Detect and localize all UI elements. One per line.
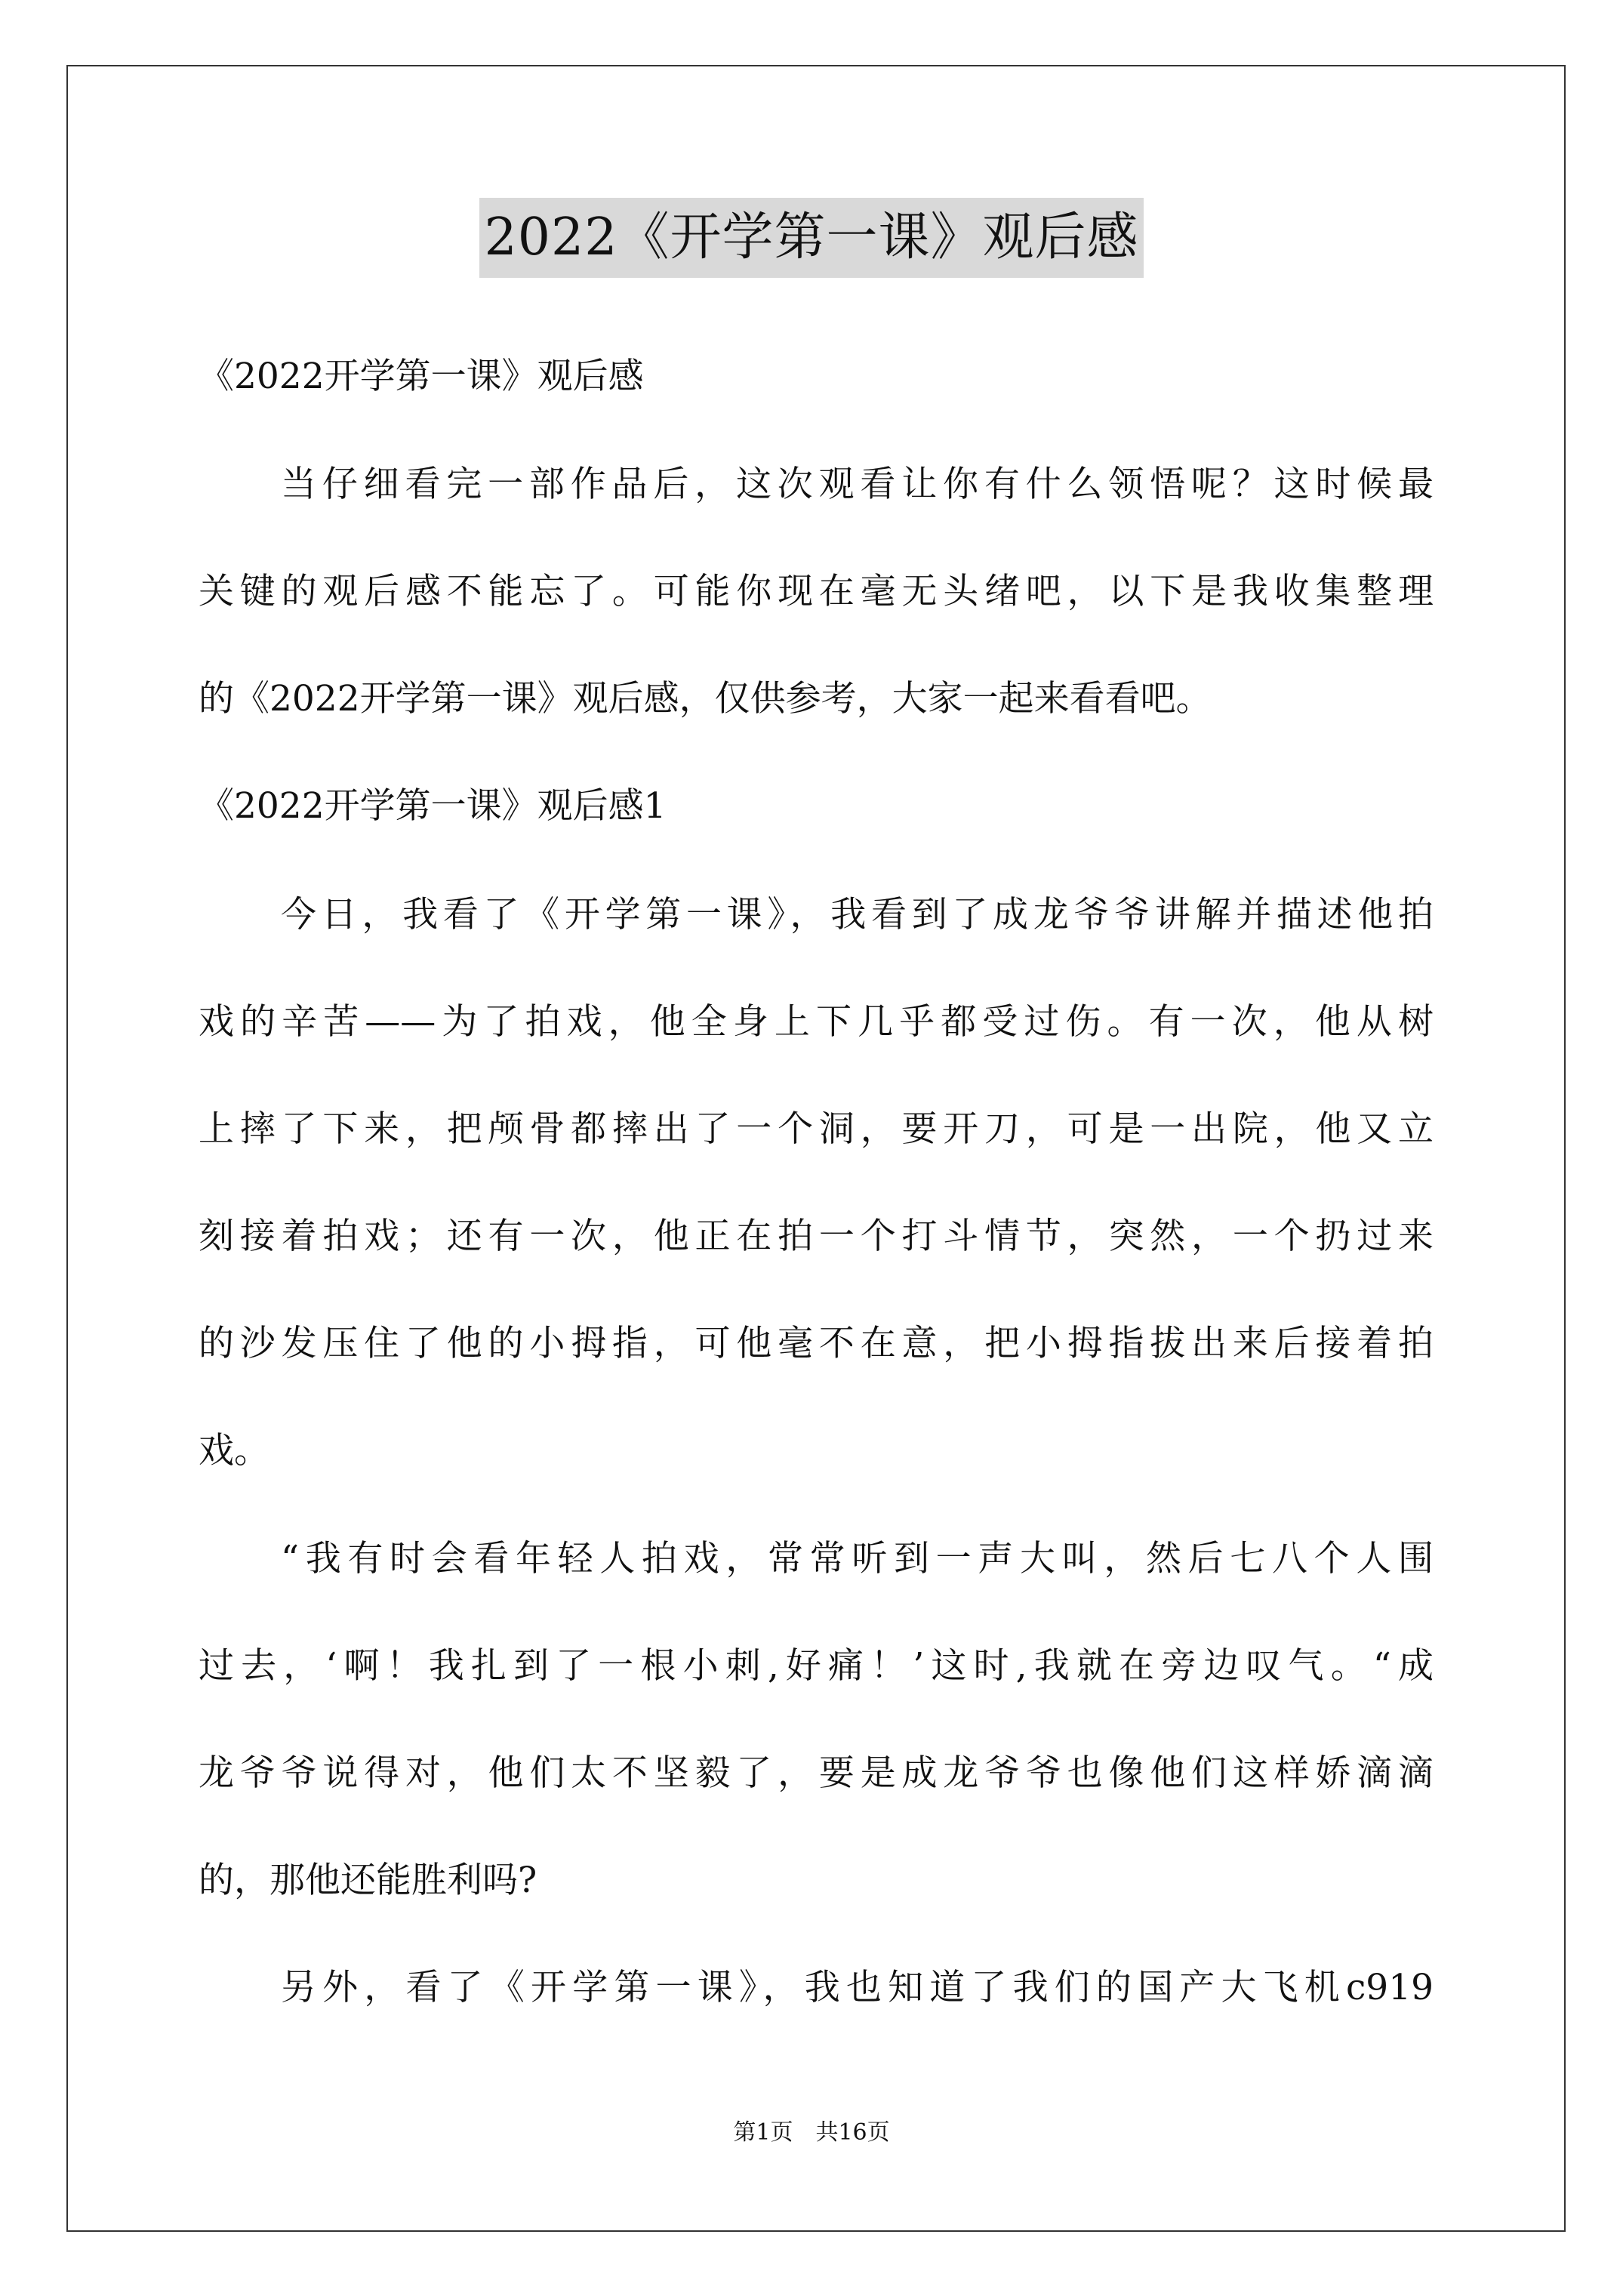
- paragraph-line: 戏。: [199, 1430, 269, 1472]
- paragraph-line: 刻接着拍戏；还有一次，他正在拍一个打斗情节，突然，一个扔过来: [199, 1216, 1434, 1257]
- subtitle-line: 《2022开学第一课》观后感: [199, 356, 644, 397]
- section-heading: 《2022开学第一课》观后感1: [199, 785, 667, 827]
- title-container: [0, 198, 1623, 278]
- paragraph-line: 的《2022开学第一课》观后感，仅供参考，大家一起来看看吧。: [199, 678, 1212, 720]
- paragraph-line: 龙爷爷说得对，他们太不坚毅了，要是成龙爷爷也像他们这样娇滴滴: [199, 1752, 1434, 1794]
- paragraph-line: 今日，我看了《开学第一课》，我看到了成龙爷爷讲解并描述他拍: [281, 894, 1434, 935]
- paragraph-line: 上摔了下来，把颅骨都摔出了一个洞，要开刀，可是一出院，他又立: [199, 1108, 1434, 1150]
- paragraph-line: 关键的观后感不能忘了。可能你现在毫无头绪吧，以下是我收集整理: [199, 571, 1434, 612]
- document-title: 2022《开学第一课》观后感: [479, 198, 1143, 278]
- paragraph-line: 当仔细看完一部作品后，这次观看让你有什么领悟呢？这时候最: [281, 464, 1434, 505]
- paragraph-line: 过去，‘啊！我扎到了一根小刺,好痛！’这时,我就在旁边叹气。“成: [199, 1645, 1434, 1687]
- paragraph-line: 另外，看了《开学第一课》，我也知道了我们的国产大飞机c919: [281, 1967, 1434, 2008]
- paragraph-line: 的，那他还能胜利吗?: [199, 1860, 537, 1901]
- paragraph-line: “我有时会看年轻人拍戏，常常听到一声大叫，然后七八个人围: [281, 1538, 1434, 1579]
- paragraph-line: 戏的辛苦——为了拍戏，他全身上下几乎都受过伤。有一次，他从树: [199, 1001, 1434, 1043]
- page-number-footer: 第1页 共16页: [733, 2119, 890, 2146]
- paragraph-line: 的沙发压住了他的小拇指，可他毫不在意，把小拇指拔出来后接着拍: [199, 1323, 1434, 1364]
